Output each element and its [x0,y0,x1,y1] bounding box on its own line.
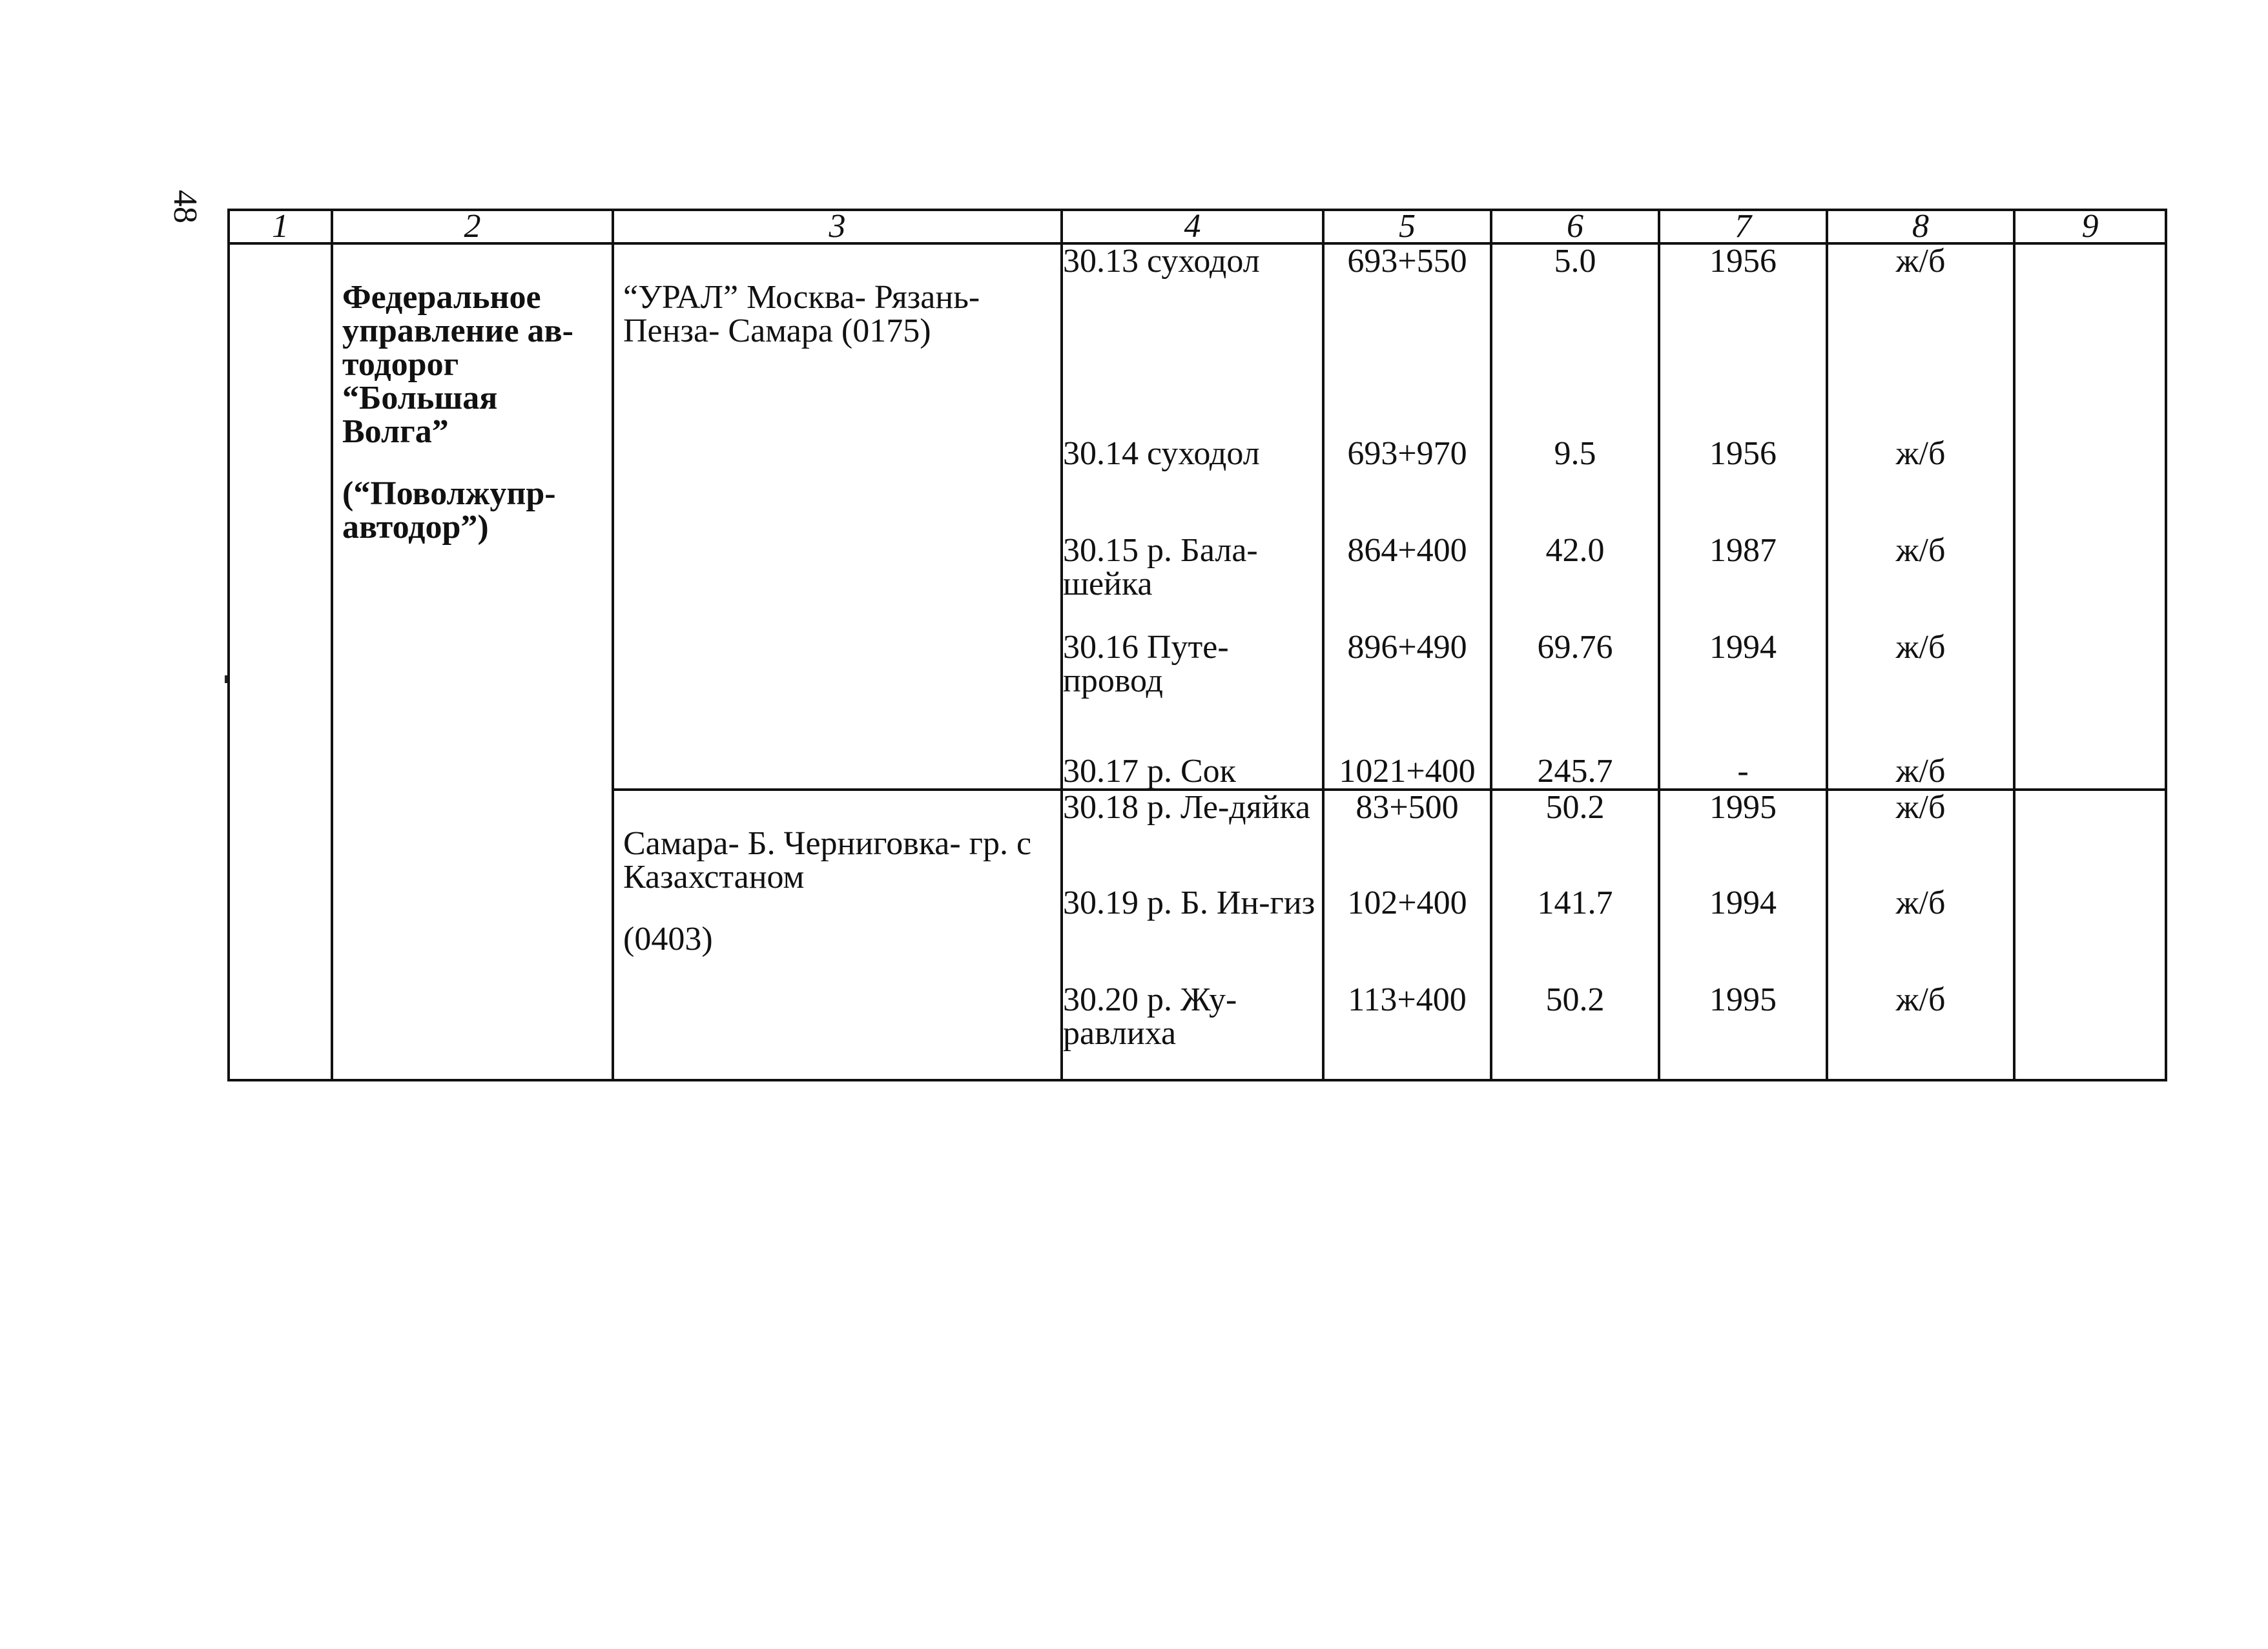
column-header: 4 [1062,210,1323,243]
object-name: 30.15 р. Бала-шейка [1062,534,1323,631]
column-header: 6 [1491,210,1659,243]
object-length: 141.7 [1491,886,1659,983]
object-material: ж/б [1827,534,2014,631]
column-header: 5 [1323,210,1491,243]
column-number-row [229,210,2166,243]
object-note [2014,790,2166,1080]
object-km: 83+500 [1323,790,1491,886]
object-km: 896+490 [1323,631,1491,728]
object-year: 1994 [1659,631,1827,728]
road-name: “УРАЛ” Москва- Рязань- Пенза- Самара (0175) [623,279,980,349]
object-year: 1956 [1659,243,1827,437]
object-name: 30.16 Путе-провод [1062,631,1323,728]
table-row [229,243,2166,437]
page-number: 48 [167,190,204,223]
object-length: 50.2 [1491,790,1659,886]
object-material: ж/б [1827,886,2014,983]
column-header: 3 [613,210,1062,243]
object-year: 1987 [1659,534,1827,631]
object-name: 30.17 р. Сок [1062,728,1323,790]
column-header: 7 [1659,210,1827,243]
column-header: 9 [2014,210,2166,243]
column-header: 2 [332,210,613,243]
object-km: 1021+400 [1323,728,1491,790]
object-year: 1956 [1659,437,1827,534]
object-name: 30.18 р. Ле-дяйка [1062,790,1323,886]
object-length: 69.76 [1491,631,1659,728]
object-material: ж/б [1827,631,2014,728]
object-length: 9.5 [1491,437,1659,534]
object-length: 50.2 [1491,983,1659,1080]
object-material: ж/б [1827,790,2014,886]
object-km: 693+970 [1323,437,1491,534]
object-length: 245.7 [1491,728,1659,790]
road-cell [613,243,1062,790]
road-name: Самара- Б. Черниговка- гр. с Казахстаном [623,825,1032,896]
object-length: 5.0 [1491,243,1659,437]
object-km: 102+400 [1323,886,1491,983]
object-year: 1994 [1659,886,1827,983]
object-note [2014,243,2166,790]
object-name: 30.19 р. Б. Ин-гиз [1062,886,1323,983]
road-cell [613,790,1062,1080]
object-material: ж/б [1827,983,2014,1080]
organization-name: Федеральное управление ав-тодорог “Большая Волга” [342,279,573,450]
object-material: ж/б [1827,243,2014,437]
object-km: 864+400 [1323,534,1491,631]
object-name: 30.13 суходол [1062,243,1323,437]
object-year: - [1659,728,1827,790]
object-name: 30.20 р. Жу-равлиха [1062,983,1323,1080]
object-year: 1995 [1659,790,1827,886]
object-km: 113+400 [1323,983,1491,1080]
object-name: 30.14 суходол [1062,437,1323,534]
organization-short-name: (“Поволжупр-автодор”) [342,475,556,546]
object-year: 1995 [1659,983,1827,1080]
object-material: ж/б [1827,437,2014,534]
object-material: ж/б [1827,728,2014,790]
object-km: 693+550 [1323,243,1491,437]
organization-cell [332,243,613,1080]
column-header: 8 [1827,210,2014,243]
row-number-cell [229,243,332,1080]
object-length: 42.0 [1491,534,1659,631]
road-code: (0403) [623,921,713,958]
column-header: 1 [229,210,332,243]
bridges-table [227,209,2167,1081]
